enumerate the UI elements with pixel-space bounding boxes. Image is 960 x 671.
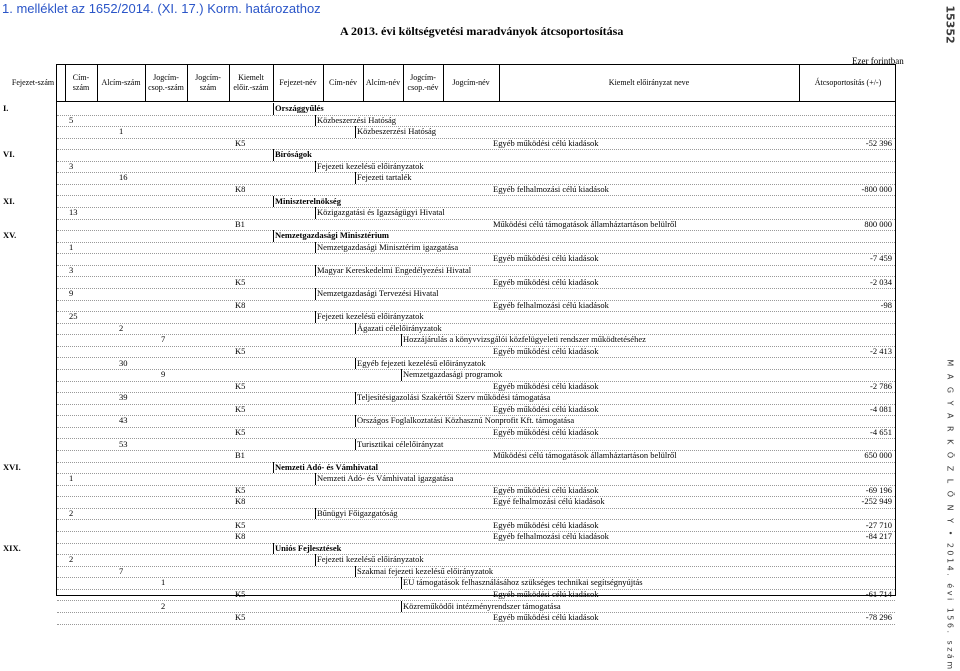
col-jogcim-nev: Jogcím-név [452, 78, 490, 87]
unit-label: Ezer forintban [852, 56, 904, 66]
row-number: 7 [161, 334, 166, 345]
budget-table [3, 64, 896, 623]
row-indent-line [355, 126, 356, 138]
row-name: Magyar Kereskedelmi Engedélyezési Hivatal [317, 264, 472, 275]
row-name: Turisztikai célelőirányzat [357, 438, 444, 449]
row-indent-line [355, 439, 356, 451]
row-amount: 800 000 [864, 218, 892, 229]
row-indent-line [315, 207, 316, 219]
row-amount: -27 710 [865, 519, 892, 530]
row-amount: -800 000 [861, 183, 892, 194]
row-name: Ágazati célelőirányzatok [357, 322, 442, 333]
row-name: Teljesítésigazolási Szakértői Szerv működési támogatása [357, 392, 551, 403]
row-kiemelt-name: Egyéb működési célú kiadások [493, 519, 599, 530]
row-indent-line [273, 230, 274, 242]
row-indent-line [401, 601, 402, 613]
row-code: K5 [235, 484, 246, 495]
col-fejezet-nev: Fejezet-név [279, 78, 317, 87]
row-indent-line [273, 196, 274, 208]
row-indent-line [315, 265, 316, 277]
row-number: 1 [69, 473, 74, 484]
row-kiemelt-name: Egyéb működési célú kiadások [493, 426, 599, 437]
col-atcsoportositas: Átcsoportosítás (+/-) [814, 78, 882, 87]
row-indent-line [273, 543, 274, 555]
row-code: K5 [235, 345, 246, 356]
row-name: Fejezeti tartalék [357, 172, 412, 183]
row-indent-line [401, 369, 402, 381]
row-number: 39 [119, 392, 128, 403]
row-indent-line [401, 334, 402, 346]
row-kiemelt-name: Egyéb működési célú kiadások [493, 612, 599, 623]
row-code: K8 [235, 496, 246, 507]
row-indent-line [355, 172, 356, 184]
row-code: K5 [235, 426, 246, 437]
row-amount: -4 081 [870, 403, 892, 414]
col-fejezet-szam: Fejezet-szám [11, 78, 55, 87]
row-number: I. [3, 103, 9, 113]
col-jogcimcsop-nev: Jogcím-csop.-név [407, 73, 439, 92]
row-number: 7 [119, 565, 124, 576]
row-name: Közbeszerzési Hatóság [357, 126, 437, 137]
row-number: 13 [69, 207, 78, 218]
row-number: 2 [69, 507, 74, 518]
journal-footer [938, 358, 960, 671]
row-name: Fejezeti kezelésű előirányzatok [317, 554, 424, 565]
row-kiemelt-name: Egyéb működési célú kiadások [493, 403, 599, 414]
row-name: Nemzetgazdasági Minisztérium [275, 230, 390, 241]
row-indent-line [315, 115, 316, 127]
row-code: B1 [235, 218, 245, 229]
row-code: K5 [235, 403, 246, 414]
row-amount: -252 949 [861, 496, 892, 507]
row-number: 1 [161, 577, 166, 588]
row-number: XI. [3, 195, 15, 206]
col-alcim-szam: Alcím-szám [101, 78, 141, 87]
row-name: Szakmai fejezeti kezelésű előirányzatok [357, 565, 494, 576]
row-number: 2 [119, 322, 124, 333]
row-code: K8 [235, 299, 246, 310]
row-kiemelt-name: Működési célú támogatások államháztartáson belülről [493, 218, 677, 229]
row-indent-line [315, 508, 316, 520]
row-number: XV. [3, 230, 17, 241]
row-name: Bíróságok [275, 149, 312, 160]
row-name: Miniszterelnökség [275, 195, 341, 206]
row-number: 9 [161, 369, 166, 380]
col-cim-nev: Cím-név [329, 78, 357, 87]
row-number: 1 [119, 126, 124, 137]
row-code: B1 [235, 450, 245, 461]
row-number: 1 [69, 241, 74, 252]
row-code: K8 [235, 183, 246, 194]
row-indent-line [315, 473, 316, 485]
row-indent-line [355, 323, 356, 335]
row-indent-line [315, 242, 316, 254]
col-jogcimcsop-szam: Jogcím-csop.-szám [148, 73, 184, 92]
row-name: Fejezeti kezelésű előirányzatok [317, 311, 424, 322]
row-amount: -7 459 [870, 253, 892, 264]
page-number [940, 4, 960, 44]
document-title: A 2013. évi költségvetési maradványok átcsoportosítása [340, 24, 624, 38]
row-indent-line [355, 415, 356, 427]
row-kiemelt-name: Egyéb működési célú kiadások [493, 253, 599, 264]
row-code: K5 [235, 137, 246, 148]
row-amount: -78 296 [865, 612, 892, 623]
col-alcim-nev: Alcím-név [365, 78, 401, 87]
row-name: Bűnügyi Főigazgatóság [317, 507, 398, 518]
row-number: 53 [119, 438, 128, 449]
row-name: Nemzeti Adó- és Vámhivatal igazgatása [317, 473, 454, 484]
row-name: Fejezeti kezelésű előirányzatok [317, 160, 424, 171]
row-number: 25 [69, 311, 78, 322]
row-name: Egyéb fejezeti kezelésű előirányzatok [357, 357, 486, 368]
row-indent-line [355, 392, 356, 404]
row-amount: -69 196 [865, 484, 892, 495]
row-amount: 650 000 [864, 450, 892, 461]
row-number: 30 [119, 357, 128, 368]
row-indent-line [315, 554, 316, 566]
col-kiemelt-szam: Kiemelt előir.-szám [233, 73, 269, 92]
row-amount: -98 [880, 299, 892, 310]
row-number: 43 [119, 415, 128, 426]
row-amount: -2 413 [870, 345, 892, 356]
row-indent-line [355, 358, 356, 370]
row-kiemelt-name: Egyéb működési célú kiadások [493, 137, 599, 148]
row-number: 9 [69, 288, 74, 299]
row-number: VI. [3, 149, 15, 160]
row-amount: -84 217 [865, 531, 892, 542]
row-code: K8 [235, 531, 246, 542]
row-number: 5 [69, 114, 74, 125]
row-name: Közbeszerzési Hatóság [317, 114, 397, 125]
row-name: Nemzetgazdasági Tervezési Hivatal [317, 288, 439, 299]
row-code: K5 [235, 276, 246, 287]
col-cim-szam: Cím- szám [72, 73, 90, 92]
row-amount: -52 396 [865, 137, 892, 148]
row-number: 2 [69, 554, 74, 565]
row-number: 2 [161, 600, 166, 611]
row-name: Közigazgatási és Igazságügyi Hivatal [317, 207, 445, 218]
row-name: Uniós Fejlesztések [275, 542, 342, 553]
table-row [57, 612, 895, 625]
row-amount: -2 786 [870, 380, 892, 391]
row-indent-line [401, 577, 402, 589]
row-name: Hozzájárulás a könyvvizsgálói közfelügyeleti rendszer működtetéséhez [403, 334, 646, 345]
row-amount: -4 651 [870, 426, 892, 437]
row-name: Nemzetgazdasági Minisztérim igazgatása [317, 241, 459, 252]
row-name: Országos Foglalkoztatási Közhasznú Nonprofit Kft. támogatása [357, 415, 575, 426]
row-name: Országgyűlés [275, 103, 324, 113]
row-kiemelt-name: Egyéb működési célú kiadások [493, 380, 599, 391]
row-kiemelt-name: Egyéb felhalmozási célú kiadások [493, 531, 609, 542]
col-kiemelt-nev: Kiemelt előirányzat neve [608, 78, 690, 87]
row-number: 16 [119, 172, 128, 183]
row-number: XVI. [3, 461, 21, 472]
row-code: K5 [235, 380, 246, 391]
row-amount: -61 714 [865, 588, 892, 599]
row-kiemelt-name: Egyéb működési célú kiadások [493, 484, 599, 495]
row-kiemelt-name: Működési célú támogatások államháztartáson belülről [493, 450, 677, 461]
row-name: Nemzetgazdasági programok [403, 369, 503, 380]
row-indent-line [273, 149, 274, 161]
row-code: K5 [235, 612, 246, 623]
row-code: K5 [235, 588, 246, 599]
row-indent-line [355, 566, 356, 578]
page-number-text: 15352 [943, 4, 957, 44]
row-kiemelt-name: Egyéb működési célú kiadások [493, 345, 599, 356]
row-indent-line [315, 161, 316, 173]
col-jogcim-szam: Jogcím-szám [195, 73, 221, 92]
row-number: XIX. [3, 542, 21, 553]
row-kiemelt-name: Egyéb működési célú kiadások [493, 588, 599, 599]
row-name: Nemzeti Adó- és Vámhivatal [275, 461, 379, 472]
row-indent-line [273, 103, 274, 115]
row-number: 3 [69, 160, 74, 171]
page-header: 1. melléklet az 1652/2014. (XI. 17.) Korm. határozathoz [2, 1, 321, 16]
row-indent-line [315, 288, 316, 300]
row-amount: -2 034 [870, 276, 892, 287]
row-kiemelt-name: Egyéb felhalmozási célú kiadások [493, 299, 609, 310]
row-indent-line [315, 311, 316, 323]
row-kiemelt-name: Egyéb működési célú kiadások [493, 276, 599, 287]
row-indent-line [273, 462, 274, 474]
row-number: 3 [69, 264, 74, 275]
row-kiemelt-name: Egyé felhalmozási célú kiadások [493, 496, 605, 507]
row-name: EU támogatások felhasználásához szükséges technikai segítségnyújtás [403, 577, 643, 588]
journal-text: M A G Y A R K Ö Z L Ö N Y • 2014. évi 156. szám [945, 358, 955, 671]
row-kiemelt-name: Egyéb felhalmozási célú kiadások [493, 183, 609, 194]
row-code: K5 [235, 519, 246, 530]
row-name: Közreműködői intézményrendszer támogatása [403, 600, 561, 611]
